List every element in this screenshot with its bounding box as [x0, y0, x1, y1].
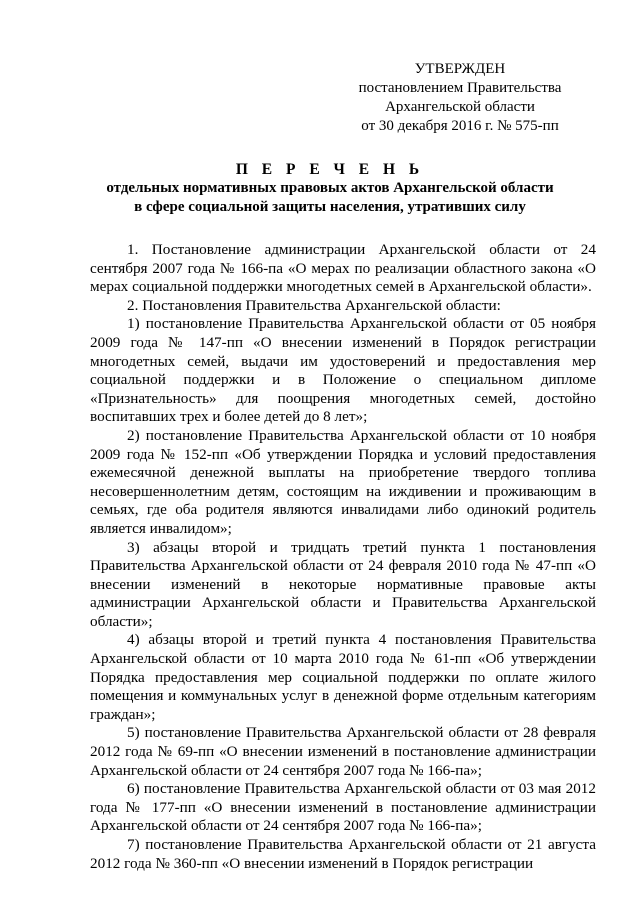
approval-line: от 30 декабря 2016 г. № 575-пп	[361, 118, 559, 134]
approval-line: Архангельской области	[385, 99, 535, 115]
document-title	[60, 160, 600, 217]
approval-line: постановлением Правительства	[358, 80, 562, 96]
title-subtitle-line: в сфере социальной защиты населения, утративших силу	[134, 199, 526, 215]
list-item: 2. Постановления Правительства Архангельской области:	[127, 296, 501, 314]
title-subtitle-line: отдельных нормативных правовых актов Архангельской области	[106, 180, 554, 196]
list-item: 2) постановление Правительства Архангельской области от 10 ноября 2009 года № 152-пп «Об утверждении Порядка и условий предоставления ежемесячной денежной выплаты на приобретение твердого топлива несовершеннолетним детям, состоящим на иждивении и проживающим в семьях, где оба родителя являются инвалидами либо одинокий родитель является инвалидом»;	[90, 426, 596, 537]
document-body	[90, 241, 596, 873]
list-item: 5) постановление Правительства Архангельской области от 28 февраля 2012 года № 69-пп «О внесении изменений в постановление администрации Архангельской области от 24 сентября 2007 года № 166-па»;	[90, 724, 596, 779]
list-item: 3) абзацы второй и тридцать третий пункта 1 постановления Правительства Архангельской области от 24 февраля 2010 года № 47-пп «О внесении изменений в некоторые нормативные правовые акты администрации Архангельской области и Правительства Архангельской области»;	[90, 538, 596, 630]
list-item: 7) постановление Правительства Архангельской области от 21 августа 2012 года № 360-пп «О внесении изменений в Порядок регистрации	[90, 836, 596, 872]
approval-stamp	[330, 60, 590, 136]
list-item: 6) постановление Правительства Архангельской области от 03 мая 2012 года № 177-пп «О внесении изменений в постановление администрации Архангельской области от 24 сентября 2007 года № 166-па»;	[90, 780, 596, 835]
approval-status: УТВЕРЖДЕН	[414, 61, 506, 77]
list-item: 4) абзацы второй и третий пункта 4 постановления Правительства Архангельской области от 10 марта 2010 года № 61-пп «Об утверждении Порядка предоставления мер социальной поддержки по оплате жилого помещения и коммунальных услуг в денежной форме отдельным категориям граждан»;	[90, 631, 596, 723]
list-item: 1. Постановление администрации Архангельской области от 24 сентября 2007 года № 166-па «О мерах по реализации областного закона «О мерах социальной поддержки многодетных семей в Архангельской области».	[90, 241, 596, 296]
list-item: 1) постановление Правительства Архангельской области от 05 ноября 2009 года № 147-пп «О внесении изменений в Порядок регистрации многодетных семей, выдачи им удостоверений и предоставления мер социальной поддержки и в Положение о специальном дипломе «Признательность» для поощрения многодетных семей, достойно воспитавших трех и более детей до 8 лет»;	[90, 315, 596, 426]
title-heading: П Е Р Е Ч Е Н Ь	[235, 161, 425, 178]
